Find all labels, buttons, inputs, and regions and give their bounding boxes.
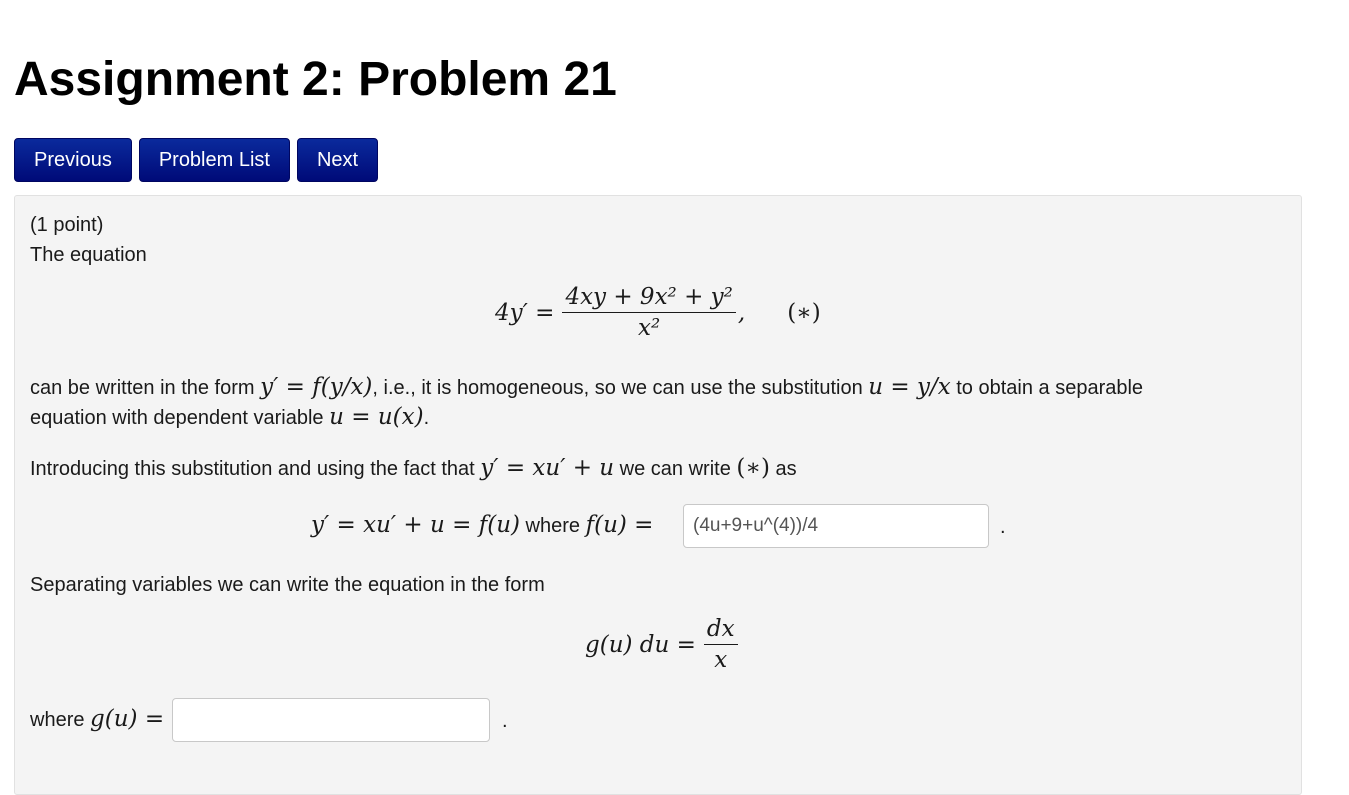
para1-math-1: y′ = f(y/x) bbox=[260, 374, 373, 400]
g-label-math: g(u) = bbox=[90, 706, 165, 732]
g-label bbox=[30, 706, 164, 733]
g-label-period: . bbox=[502, 710, 508, 732]
separable-equation-numerator: dx bbox=[704, 616, 738, 645]
equation-star bbox=[495, 284, 821, 341]
g-label-where: where bbox=[30, 709, 91, 731]
equation-star-lhs: 4y′ = bbox=[495, 299, 555, 326]
problem-navigation bbox=[14, 138, 378, 182]
separable-equation-lhs: g(u) du = bbox=[585, 631, 696, 658]
problem-points: (1 point) bbox=[30, 214, 104, 236]
previous-button[interactable]: Previous bbox=[14, 138, 132, 182]
equation-star-denominator: x² bbox=[638, 315, 661, 341]
page-title: Assignment 2: Problem 21 bbox=[14, 53, 617, 106]
f-equation-label: f(u) = bbox=[585, 512, 654, 538]
separating-paragraph: Separating variables we can write the equation in the form bbox=[30, 574, 545, 596]
separable-equation-denominator: x bbox=[714, 647, 728, 673]
para1-text-4: equation with dependent variable bbox=[30, 407, 330, 429]
para1-text-3: to obtain a separable bbox=[950, 377, 1144, 399]
para2-text-2: we can write bbox=[614, 458, 737, 480]
para1-math-2: u = y/x bbox=[868, 374, 951, 400]
homogeneous-paragraph-line2 bbox=[30, 404, 429, 431]
para2-text-3: as bbox=[769, 458, 797, 480]
para1-text-2: , i.e., it is homogeneous, so we can use the substitution bbox=[372, 377, 869, 399]
para1-math-3: u = u(x) bbox=[329, 404, 424, 430]
problem-body bbox=[14, 195, 1302, 795]
problem-list-button[interactable]: Problem List bbox=[139, 138, 290, 182]
para1-text-5: . bbox=[423, 407, 430, 429]
substitution-paragraph bbox=[30, 455, 797, 482]
para1-text-1: can be written in the form bbox=[30, 377, 261, 399]
f-equation-math: y′ = xu′ + u = f(u) bbox=[311, 512, 520, 538]
f-equation bbox=[311, 512, 653, 539]
g-of-u-answer-input[interactable] bbox=[172, 698, 490, 742]
homogeneous-paragraph-line1 bbox=[30, 374, 1143, 401]
f-of-u-answer-input[interactable] bbox=[683, 504, 989, 548]
para2-text-1: Introducing this substitution and using the fact that bbox=[30, 458, 481, 480]
f-equation-where: where bbox=[520, 515, 586, 537]
separable-equation-fraction bbox=[704, 616, 738, 673]
problem-intro: The equation bbox=[30, 244, 147, 266]
para2-math-2: (∗) bbox=[736, 455, 770, 481]
equation-star-comma: , bbox=[737, 299, 746, 326]
equation-star-numerator: 4xy + 9x² + y² bbox=[562, 284, 735, 313]
equation-star-fraction bbox=[562, 284, 735, 341]
separable-equation bbox=[585, 616, 738, 673]
para2-math-1: y′ = xu′ + u bbox=[480, 455, 615, 481]
f-equation-period: . bbox=[1000, 516, 1006, 538]
next-button[interactable]: Next bbox=[297, 138, 378, 182]
equation-star-tag: (∗) bbox=[787, 299, 821, 326]
